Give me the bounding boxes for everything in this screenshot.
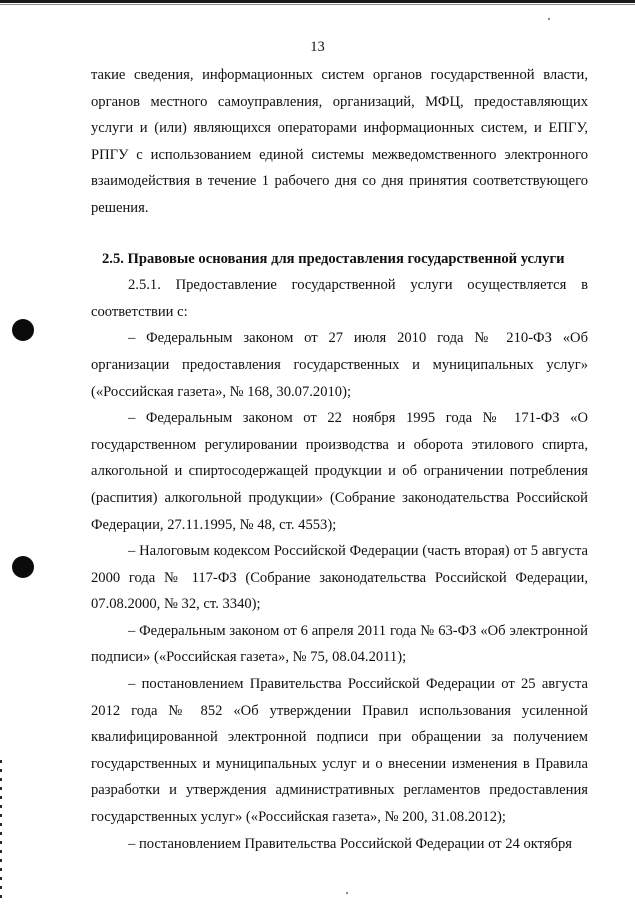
list-item-resolution-october: – постановлением Правительства Российской Федерации от 24 октября — [128, 835, 572, 852]
document-body — [91, 62, 588, 857]
list-item-law-63: – Федеральным законом от 6 апреля 2011 года № 63-ФЗ «Об электронной подписи» («Российская газета», № 75, 08.04.2011); — [91, 622, 588, 666]
punch-hole-upper — [12, 319, 34, 341]
list-item-resolution-852: – постановлением Правительства Российской Федерации от 25 августа 2012 года № 852 «Об утверждении Правил использования усиленной квалифицированной электронной подписи при обращении за получением государственных и муниципальных услуг и о внесении изменения в Правила разработки и утверждения административных регламентов предоставления государственных услуг» («Российская газета», № 200, 31.08.2012); — [91, 676, 588, 826]
paragraph-continuation: такие сведения, информационных систем органов государственной власти, органов местного самоуправления, организаций, МФЦ, предоставляющих услуги и (или) являющихся операторами информационных систем, и ЕПГУ, РПГУ с использованием единой системы межведомственного электронного взаимодействия в течение 1 рабочего дня со дня принятия соответствующего решения. — [91, 67, 588, 216]
punch-hole-lower — [12, 556, 34, 578]
scan-speck — [346, 892, 348, 894]
list-item-law-171: – Федеральным законом от 22 ноября 1995 года № 171-ФЗ «О государственном регулировании производства и оборота этилового спирта, алкогольной и спиртосодержащей продукции и об ограничении потребления (распития) алкогольной продукции» (Собрание законодательства Российской Федерации, 27.11.1995, № 48, ст. 4553); — [91, 410, 588, 533]
clause-2-5-1: 2.5.1. Предоставление государственной услуги осуществляется в соответствии с: — [91, 277, 588, 320]
list-item-law-210: – Федеральным законом от 27 июля 2010 года № 210-ФЗ «Об организации предоставления государственных и муниципальных услуг» («Российская газета», № 168, 30.07.2010); — [91, 330, 588, 400]
list-item-tax-code: – Налоговым кодексом Российской Федерации (часть вторая) от 5 августа 2000 года № 117-ФЗ (Собрание законодательства Российской Федерации, 07.08.2000, № 32, ст. 3340); — [91, 543, 588, 613]
section-heading: 2.5. Правовые основания для предоставления государственной услуги — [102, 250, 565, 267]
page-number: 13 — [310, 39, 325, 55]
top-border-line — [0, 0, 635, 3]
top-border-shadow — [0, 4, 635, 5]
scan-speck — [548, 18, 550, 20]
scan-edge-marks — [0, 760, 2, 900]
